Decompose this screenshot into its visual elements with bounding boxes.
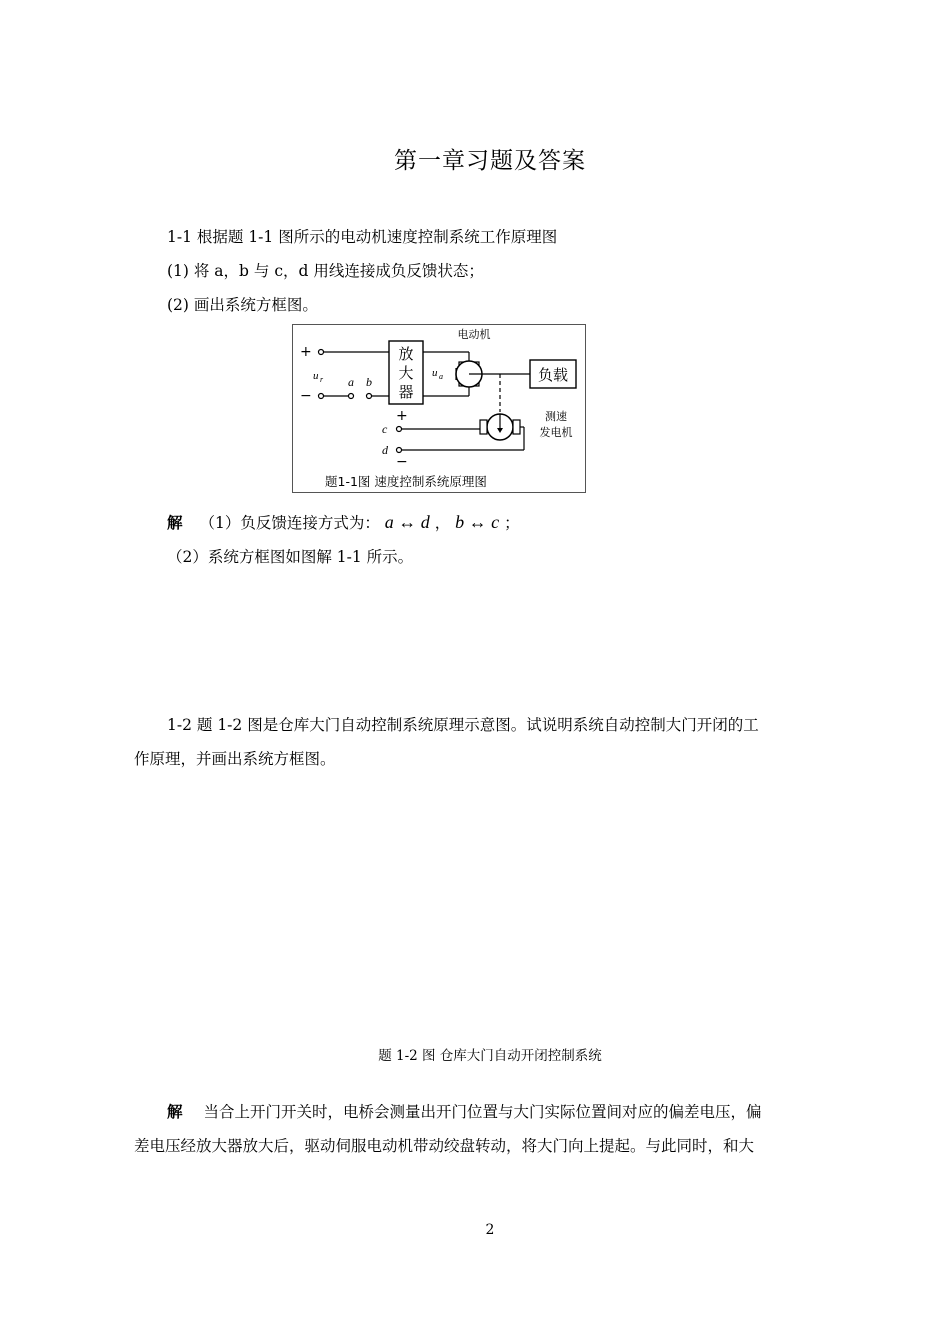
problem-1-2-line1: 1-2 题 1-2 图是仓库大门自动控制系统原理示意图。试说明系统自动控制大门开闭的工 [167, 716, 759, 734]
problem-1-2-line2: 作原理，并画出系统方框图。 [134, 750, 336, 768]
solution-label-2: 解 [167, 1102, 183, 1121]
ur-subscript: r [320, 375, 324, 384]
terminal-c-label: c [382, 422, 388, 436]
plus-sign: + [300, 344, 312, 360]
amplifier-label-1: 放 [398, 345, 414, 363]
amplifier-label-3: 器 [398, 383, 414, 401]
solution-1-1-line1 [167, 511, 520, 533]
minus-sign: − [300, 388, 312, 404]
figure-1-1-speed-control [292, 324, 586, 493]
terminal-b-label: b [366, 375, 372, 389]
solution-label: 解 [167, 513, 183, 532]
ua-label: u [432, 367, 438, 379]
problem-1-1-line3: (2) 画出系统方框图。 [167, 296, 318, 314]
solution-1-2-line2: 差电压经放大器放大后，驱动伺服电动机带动绞盘转动，将大门向上提起。与此同时，和大 [134, 1137, 755, 1155]
tacho-plus-sign: + [396, 408, 408, 424]
problem-1-1-line2: (1) 将 a，b 与 c，d 用线连接成负反馈状态； [167, 262, 484, 280]
figure-1-2-caption: 题 1-2 图 仓库大门自动开闭控制系统 [378, 1048, 602, 1064]
tacho-minus-sign: − [396, 454, 408, 470]
page-number: 2 [485, 1222, 495, 1238]
solution-1-1-line2: （2）系统方框图如图解 1-1 所示。 [167, 548, 414, 566]
math-b-c: b ↔ c [455, 512, 500, 532]
terminal-a-label: a [348, 375, 354, 389]
tacho-label-1: 测速 [545, 410, 567, 423]
tacho-label-2: 发电机 [539, 426, 573, 439]
terminal-d-label: d [382, 443, 388, 457]
ua-subscript: a [439, 372, 443, 381]
solution-1-1-text: （1）负反馈连接方式为： [199, 514, 380, 532]
problem-1-1-line1: 1-1 根据题 1-1 图所示的电动机速度控制系统工作原理图 [167, 228, 558, 246]
amplifier-label-2: 大 [398, 364, 414, 382]
solution-1-2-line1 [167, 1100, 761, 1122]
ur-label: u [313, 370, 319, 382]
math-a-d: a ↔ d [384, 512, 430, 532]
motor-label: 电动机 [457, 328, 491, 341]
load-label: 负载 [537, 366, 569, 384]
solution-1-2-text1: 当合上开门开关时，电桥会测量出开门位置与大门实际位置间对应的偏差电压，偏 [203, 1103, 762, 1121]
math-separator: ， [434, 514, 451, 532]
chapter-title: 第一章习题及答案 [394, 148, 586, 174]
figure-1-1-caption: 题1-1图 速度控制系统原理图 [325, 474, 487, 489]
math-end: ； [504, 514, 520, 532]
